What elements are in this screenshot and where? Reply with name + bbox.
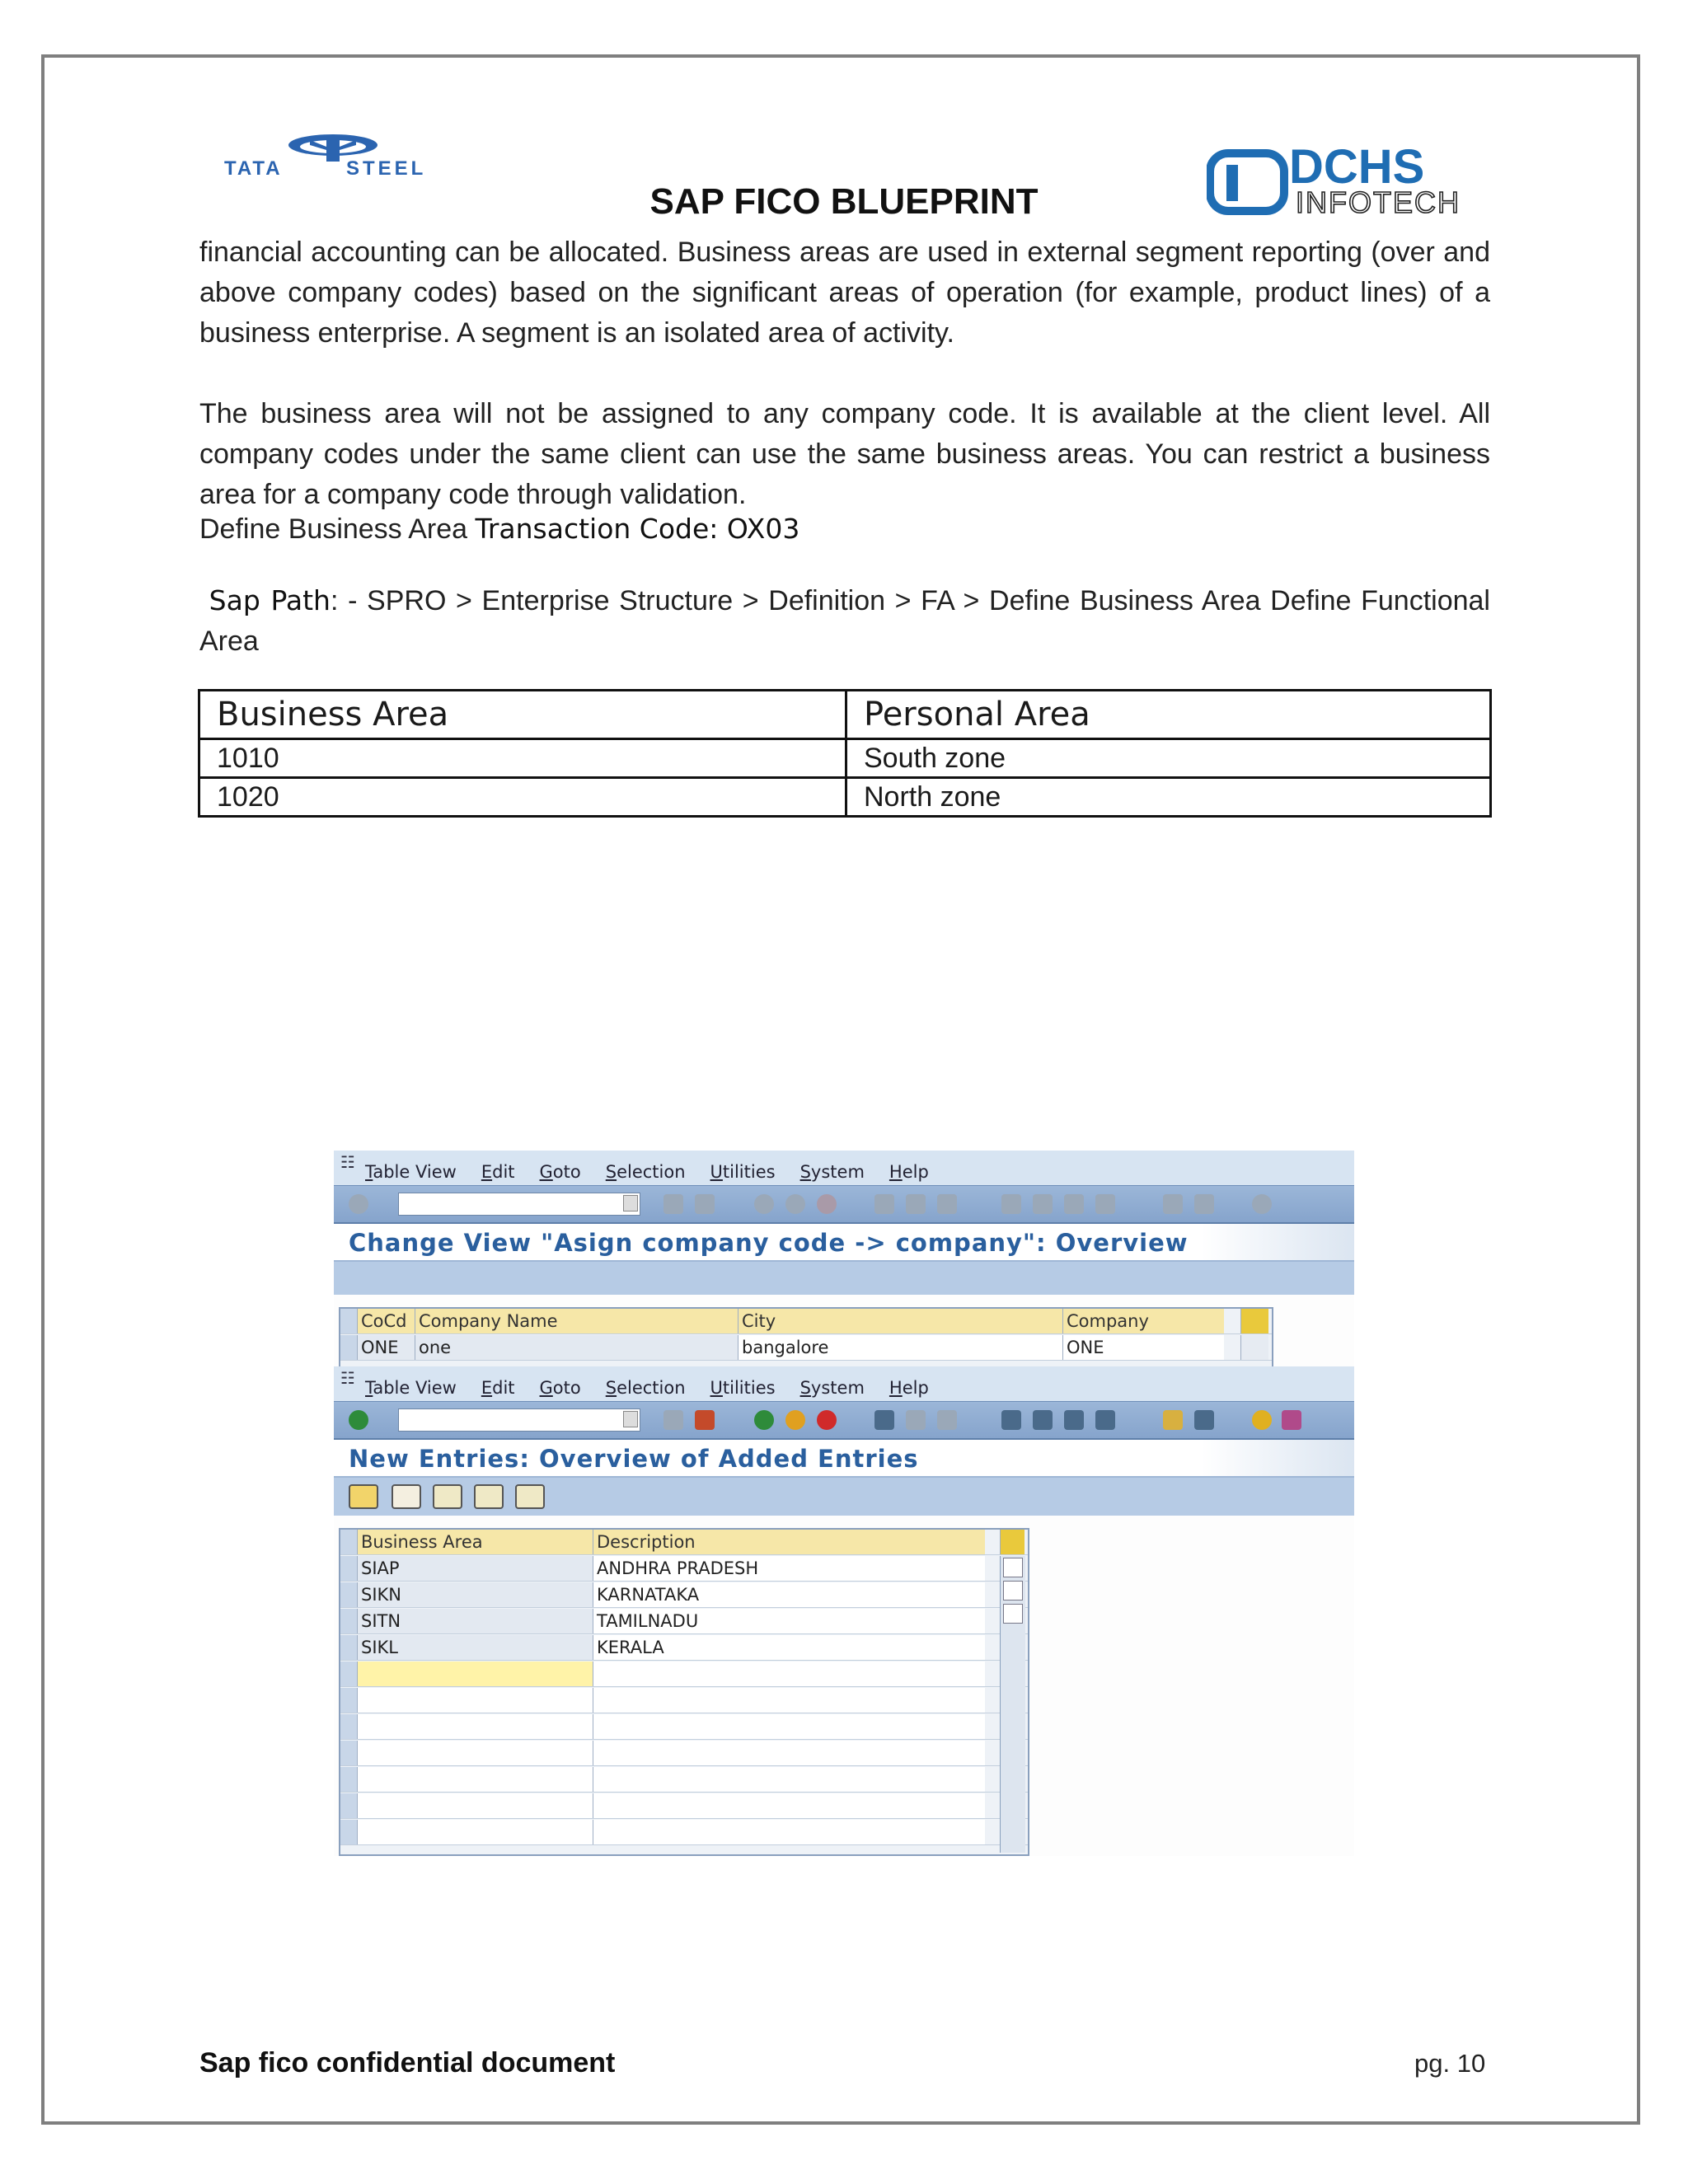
save-icon[interactable] <box>695 1194 715 1214</box>
empty-entry-row <box>340 1793 1028 1819</box>
empty-cell[interactable] <box>357 1688 593 1713</box>
table-row <box>340 1609 1028 1634</box>
empty-cell[interactable] <box>357 1714 593 1739</box>
paragraph-client-level: The business area will not be assigned to any company code. It is available at the client level. All company codes under the same client can use the same business areas. You can restrict a business area for a company code through validation. <box>199 398 1490 510</box>
first-page-icon[interactable] <box>1001 1194 1021 1214</box>
menu-utilities[interactable]: Utilities <box>710 1162 776 1182</box>
find-icon[interactable] <box>906 1410 926 1430</box>
screen-title: New Entries: Overview of Added Entries <box>349 1445 919 1473</box>
menu-table-view[interactable]: Table View <box>365 1378 457 1398</box>
empty-entry-row <box>340 1741 1028 1766</box>
enter-icon[interactable] <box>349 1194 368 1214</box>
row-selector[interactable] <box>340 1741 358 1765</box>
col-cocd[interactable]: CoCd <box>357 1309 415 1333</box>
display-change-icon[interactable] <box>349 1484 378 1509</box>
cell-business-area: 1020 <box>199 778 846 817</box>
help-icon[interactable] <box>1252 1194 1272 1214</box>
sap-menu-bar <box>334 1366 1354 1401</box>
empty-cell[interactable] <box>593 1741 985 1765</box>
print-icon[interactable] <box>874 1410 894 1430</box>
scroll-up-icon[interactable] <box>1240 1335 1268 1360</box>
row-selector[interactable] <box>340 1714 358 1739</box>
back-arrow-icon[interactable] <box>663 1410 683 1430</box>
command-dropdown-icon[interactable] <box>623 1411 638 1427</box>
row-selector[interactable] <box>340 1767 358 1792</box>
row-selector[interactable] <box>340 1661 358 1686</box>
first-page-icon[interactable] <box>1001 1410 1021 1430</box>
layout-icon[interactable] <box>1282 1410 1301 1430</box>
menu-edit[interactable]: Edit <box>481 1162 515 1182</box>
row-selector[interactable] <box>340 1609 358 1633</box>
command-field[interactable] <box>398 1193 640 1216</box>
scroll-up-icon[interactable] <box>1003 1558 1023 1577</box>
empty-cell[interactable] <box>593 1820 985 1844</box>
header-business-area: Business Area <box>199 691 846 739</box>
menu-help[interactable]: Help <box>889 1378 929 1398</box>
page-number: pg. 10 <box>1414 2049 1486 2078</box>
column-settings-icon[interactable] <box>1000 1530 1025 1554</box>
row-selector[interactable] <box>340 1793 358 1818</box>
menu-system[interactable]: System <box>799 1378 865 1398</box>
menu-utilities[interactable]: Utilities <box>710 1378 776 1398</box>
cell-cocd[interactable]: ONE <box>357 1335 415 1360</box>
col-company[interactable]: Company <box>1062 1309 1224 1333</box>
last-page-icon[interactable] <box>1095 1410 1115 1430</box>
back-arrow-icon[interactable] <box>663 1194 683 1214</box>
help-icon[interactable] <box>1252 1410 1272 1430</box>
empty-cell[interactable] <box>593 1767 985 1792</box>
delete-icon[interactable] <box>392 1484 421 1509</box>
business-area-table <box>198 689 1492 818</box>
cell-company[interactable]: ONE <box>1062 1335 1224 1360</box>
company-code-table <box>339 1307 1273 1366</box>
sap-path-line <box>199 580 1490 662</box>
menu-selection[interactable]: Selection <box>605 1162 686 1182</box>
table-row <box>199 778 1491 817</box>
grid-header-row <box>340 1530 1028 1555</box>
row-selector[interactable] <box>340 1309 358 1333</box>
cell-business-area[interactable]: SIAP <box>357 1556 593 1581</box>
define-business-area-line <box>199 513 799 546</box>
select-all-icon[interactable] <box>433 1484 462 1509</box>
deselect-all-icon[interactable] <box>515 1484 545 1509</box>
menu-system[interactable]: System <box>799 1162 865 1182</box>
cell-description[interactable]: KERALA <box>593 1635 985 1660</box>
new-business-area-input[interactable] <box>357 1661 593 1686</box>
save-icon[interactable] <box>695 1410 715 1430</box>
transaction-code: Transaction Code: OX03 <box>475 513 800 545</box>
empty-cell[interactable] <box>593 1793 985 1818</box>
back-icon[interactable] <box>754 1410 774 1430</box>
sap-standard-toolbar <box>334 1185 1354 1224</box>
menu-edit[interactable]: Edit <box>481 1378 515 1398</box>
table-header-row <box>199 691 1491 739</box>
empty-entry-row <box>340 1820 1028 1845</box>
cell-business-area[interactable]: SIKN <box>357 1582 593 1607</box>
cell-personal-area: North zone <box>846 778 1491 817</box>
shortcut-icon[interactable] <box>1194 1410 1214 1430</box>
application-toolbar <box>334 1478 1354 1516</box>
table-row <box>340 1556 1028 1582</box>
select-block-icon[interactable] <box>474 1484 504 1509</box>
empty-entry-row <box>340 1688 1028 1713</box>
new-description-input[interactable] <box>593 1661 985 1686</box>
col-business-area[interactable]: Business Area <box>357 1530 593 1554</box>
scroll-down-icon[interactable] <box>1003 1581 1023 1601</box>
svg-text:STEEL: STEEL <box>346 157 427 180</box>
empty-entry-row <box>340 1767 1028 1793</box>
next-page-icon[interactable] <box>1064 1410 1084 1430</box>
scroll-thumb[interactable] <box>1003 1604 1023 1624</box>
column-settings-icon[interactable] <box>1240 1309 1268 1333</box>
menu-glyph-icon[interactable]: ☷ <box>340 1152 355 1172</box>
table-row <box>340 1335 1272 1361</box>
cell-business-area[interactable]: SITN <box>357 1609 593 1633</box>
application-toolbar <box>334 1262 1354 1295</box>
shortcut-icon[interactable] <box>1194 1194 1214 1214</box>
menu-goto[interactable]: Goto <box>539 1378 581 1398</box>
document-title: SAP FICO BLUEPRINT <box>649 181 1039 222</box>
business-area-entries-table <box>339 1528 1029 1856</box>
cancel-icon[interactable] <box>817 1194 837 1214</box>
sap-path-label: Sap Path <box>209 584 331 616</box>
previous-page-icon[interactable] <box>1033 1194 1053 1214</box>
command-dropdown-icon[interactable] <box>623 1195 638 1212</box>
svg-text:TATA: TATA <box>224 157 283 180</box>
row-selector[interactable] <box>340 1556 358 1581</box>
command-field[interactable] <box>398 1408 640 1432</box>
svg-text:INFOTECH: INFOTECH <box>1296 185 1461 219</box>
sap-standard-toolbar <box>334 1401 1354 1440</box>
sap-screen-company-assignment <box>334 1151 1354 1366</box>
svg-text:DCHS: DCHS <box>1289 145 1425 194</box>
menu-glyph-icon[interactable]: ☷ <box>340 1368 355 1388</box>
empty-cell[interactable] <box>357 1793 593 1818</box>
last-page-icon[interactable] <box>1095 1194 1115 1214</box>
find-next-icon[interactable] <box>937 1410 957 1430</box>
tata-steel-logo <box>224 132 455 181</box>
sap-title-bar <box>334 1224 1354 1262</box>
menu-help[interactable]: Help <box>889 1162 929 1182</box>
sap-title-bar <box>334 1440 1354 1478</box>
row-selector[interactable] <box>340 1820 358 1844</box>
cell-personal-area: South zone <box>846 739 1491 778</box>
row-selector[interactable] <box>340 1335 358 1360</box>
exit-icon[interactable] <box>785 1410 805 1430</box>
menu-table-view[interactable]: Table View <box>365 1162 457 1182</box>
cell-city[interactable]: bangalore <box>738 1335 1062 1360</box>
empty-cell[interactable] <box>593 1714 985 1739</box>
cell-description[interactable]: ANDHRA PRADESH <box>593 1556 985 1581</box>
col-company-name[interactable]: Company Name <box>415 1309 738 1333</box>
row-selector[interactable] <box>340 1688 358 1713</box>
table-row <box>340 1582 1028 1608</box>
find-next-icon[interactable] <box>937 1194 957 1214</box>
row-selector[interactable] <box>340 1635 358 1660</box>
enter-icon[interactable] <box>349 1410 368 1430</box>
exit-icon[interactable] <box>785 1194 805 1214</box>
next-page-icon[interactable] <box>1064 1194 1084 1214</box>
table-row <box>340 1635 1028 1661</box>
empty-cell[interactable] <box>357 1820 593 1844</box>
header-personal-area: Personal Area <box>846 691 1491 739</box>
empty-cell[interactable] <box>593 1688 985 1713</box>
cell-description[interactable]: KARNATAKA <box>593 1582 985 1607</box>
sap-screen-new-entries <box>334 1366 1354 1856</box>
print-icon[interactable] <box>874 1194 894 1214</box>
find-icon[interactable] <box>906 1194 926 1214</box>
grid-header-row <box>340 1309 1272 1334</box>
cell-company-name[interactable]: one <box>415 1335 738 1360</box>
table-row <box>199 739 1491 778</box>
paragraph-business-area: financial accounting can be allocated. Business areas are used in external segment reporting (over and above company codes) based on the significant areas of operation (for example, product lines) of a business enterprise. A segment is an isolated area of activity. <box>199 237 1490 349</box>
sap-menu-bar <box>334 1151 1354 1185</box>
new-session-icon[interactable] <box>1163 1410 1183 1430</box>
screen-title: Change View "Asign company code -> company": Overview <box>349 1229 1189 1257</box>
empty-entry-row <box>340 1714 1028 1740</box>
menu-goto[interactable]: Goto <box>539 1162 581 1182</box>
cell-business-area: 1010 <box>199 739 846 778</box>
cancel-icon[interactable] <box>817 1410 837 1430</box>
vertical-scrollbar[interactable] <box>1000 1556 1025 1853</box>
cell-business-area[interactable]: SIKL <box>357 1635 593 1660</box>
back-icon[interactable] <box>754 1194 774 1214</box>
empty-cell[interactable] <box>357 1741 593 1765</box>
row-selector[interactable] <box>340 1582 358 1607</box>
col-city[interactable]: City <box>738 1309 1062 1333</box>
row-selector[interactable] <box>340 1530 358 1554</box>
new-session-icon[interactable] <box>1163 1194 1183 1214</box>
sap-path-text: : - SPRO > Enterprise Structure > Definition > FA > Define Business Area Define Functional Area <box>199 585 1490 657</box>
footer-confidential: Sap fico confidential document <box>199 2047 616 2079</box>
empty-entry-row <box>340 1661 1028 1687</box>
menu-selection[interactable]: Selection <box>605 1378 686 1398</box>
col-description[interactable]: Description <box>593 1530 985 1554</box>
cell-description[interactable]: TAMILNADU <box>593 1609 985 1633</box>
previous-page-icon[interactable] <box>1033 1410 1053 1430</box>
define-label: Define Business Area <box>199 513 476 545</box>
empty-cell[interactable] <box>357 1767 593 1792</box>
